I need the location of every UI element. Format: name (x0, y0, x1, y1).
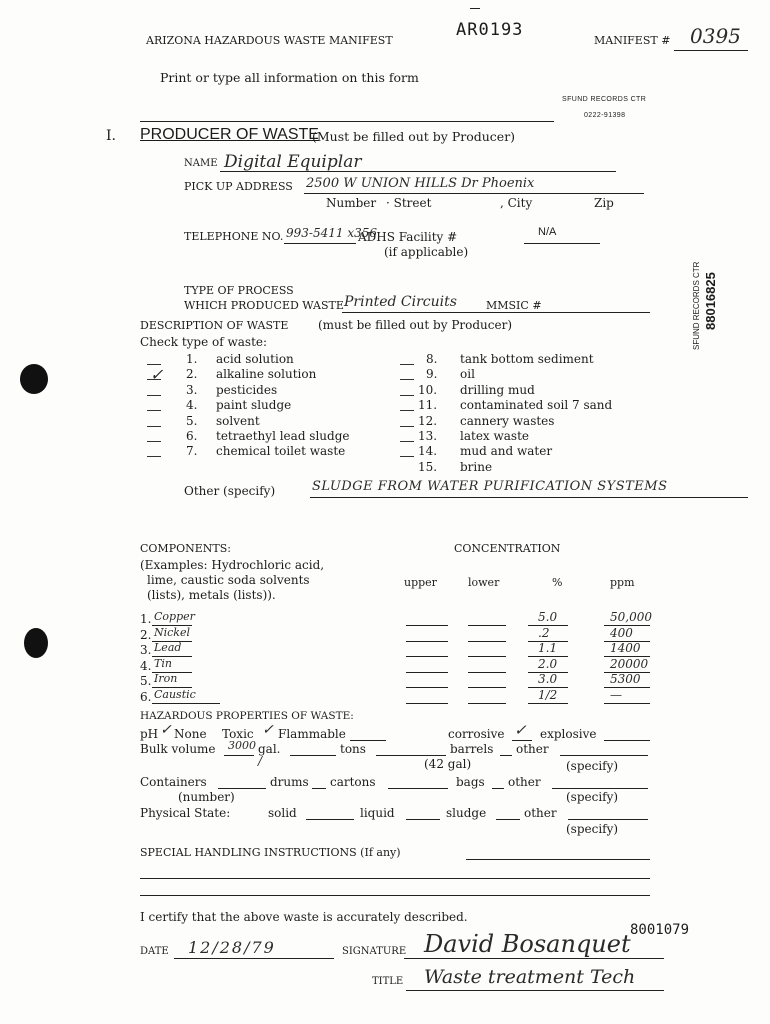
adhs-line (524, 243, 600, 244)
waste-type-label: mud and water (460, 444, 553, 459)
component-name: Caustic (154, 688, 196, 701)
tons-label: tons (340, 742, 366, 756)
description-note: (must be filled out by Producer) (318, 318, 513, 332)
waste-checkbox-line[interactable] (400, 426, 414, 427)
drums-line (312, 788, 326, 789)
process-value: Printed Circuits (344, 294, 457, 310)
side-stamp-line-1: SFUND RECORDS CTR (692, 261, 701, 350)
telephone-value: 993-5411 x356 (286, 226, 377, 240)
special-handling-label: SPECIAL HANDLING INSTRUCTIONS (If any) (140, 846, 401, 859)
date-label: DATE (140, 946, 169, 957)
addr-street-caption: · Street (386, 196, 432, 210)
bulk-volume-tick: / (258, 754, 263, 768)
waste-checkbox-line[interactable] (400, 456, 414, 457)
waste-checkbox-line[interactable] (147, 456, 161, 457)
waste-type-number: 6. (186, 429, 198, 443)
waste-type-number: 13. (418, 429, 438, 443)
component-name: Copper (154, 610, 195, 623)
waste-checkbox-line[interactable] (400, 379, 414, 380)
physical-other-line (568, 819, 648, 820)
concentration-label: CONCENTRATION (454, 542, 561, 555)
section-subtitle: (Must be filled out by Producer) (312, 129, 516, 144)
lower-line (468, 641, 506, 642)
punch-hole-top (20, 364, 48, 394)
gal-line (290, 755, 336, 756)
barrels-note: (42 gal) (424, 757, 472, 771)
explosive-label: explosive (540, 727, 597, 741)
waste-type-number: 10. (418, 382, 438, 397)
waste-type-label: drilling mud (460, 382, 535, 397)
adhs-value: N/A (538, 226, 557, 238)
component-number: 5. (140, 674, 152, 689)
waste-checkbox-line[interactable] (147, 395, 161, 396)
signature-line (404, 958, 664, 959)
check-type-label: Check type of waste: (140, 335, 268, 349)
telephone-line (284, 243, 356, 244)
lower-line (468, 687, 506, 688)
component-percent: .2 (538, 625, 550, 640)
component-name: Nickel (154, 625, 190, 639)
gal-label: gal. (258, 742, 281, 756)
waste-type-number: 3. (186, 382, 198, 397)
special-handling-line-3 (140, 895, 650, 896)
addr-number-caption: Number (326, 196, 377, 210)
corrosive-line (512, 740, 532, 741)
waste-type-label: chemical toilet waste (216, 444, 346, 459)
document-number: AR0193 (456, 20, 524, 40)
component-ppm: 5300 (610, 672, 641, 687)
col-lower: lower (468, 576, 500, 589)
stamp-line-2: 0222-91398 (584, 112, 626, 119)
waste-checkbox-line[interactable] (147, 426, 161, 427)
telephone-label: TELEPHONE NO. (184, 230, 284, 243)
signature-value[interactable]: David Bosanquet (424, 930, 631, 958)
name-value: Digital Equiplar (224, 152, 362, 172)
date-value: 12/28/79 (188, 938, 276, 957)
lower-line (468, 656, 506, 657)
components-examples-1: (Examples: Hydrochloric acid, (140, 558, 325, 572)
waste-type-number: 4. (186, 398, 198, 413)
component-name: Tin (154, 656, 172, 670)
component-name: Iron (154, 672, 178, 686)
number-note: (number) (178, 790, 235, 804)
waste-type-number: 12. (418, 413, 438, 428)
adhs-label: ADHS Facility # (358, 230, 458, 244)
col-upper: upper (404, 576, 437, 589)
other-specify-value: SLUDGE FROM WATER PURIFICATION SYSTEMS (312, 479, 668, 494)
other-specify-label: Other (specify) (184, 484, 276, 498)
waste-type-label: pesticides (216, 382, 278, 397)
waste-type-number: 14. (418, 444, 438, 459)
waste-type-label: tetraethyl lead sludge (216, 429, 350, 443)
tons-line (376, 755, 446, 756)
component-ppm: 400 (610, 625, 633, 640)
waste-type-label: alkaline solution (216, 367, 317, 382)
bags-label: bags (456, 775, 485, 789)
liquid-label: liquid (360, 806, 395, 820)
waste-type-label: cannery wastes (460, 413, 555, 428)
corrosive-label: corrosive (448, 727, 505, 741)
addr-city-caption: , City (500, 196, 533, 210)
special-handling-line-2 (140, 878, 650, 879)
section-number: I. (106, 128, 116, 144)
bulk-volume-label: Bulk volume (140, 742, 216, 756)
physical-specify-label: (specify) (566, 822, 619, 836)
lower-line (468, 672, 506, 673)
component-percent: 2.0 (538, 656, 558, 671)
component-percent: 5.0 (538, 610, 558, 624)
process-line (342, 312, 650, 313)
component-ppm: — (610, 688, 622, 702)
physical-other-label: other (524, 806, 557, 820)
waste-type-label: brine (460, 459, 493, 474)
waste-checkbox-line[interactable] (147, 441, 161, 442)
stamp-line-1: SFUND RECORDS CTR (562, 96, 647, 103)
component-number: 1. (140, 612, 152, 626)
component-ppm: 50,000 (610, 610, 652, 624)
ph-label: pH (140, 727, 159, 741)
barrels-line (500, 755, 512, 756)
waste-type-number: 7. (186, 444, 198, 459)
title-value: Waste treatment Tech (424, 966, 636, 988)
upper-line (406, 656, 448, 657)
waste-checkbox-line[interactable] (400, 441, 414, 442)
other-specify-line (310, 497, 748, 498)
component-number: 4. (140, 658, 152, 673)
col-percent: % (552, 576, 563, 589)
bulk-specify-label: (specify) (566, 759, 619, 773)
component-number: 2. (140, 627, 152, 642)
sludge-label: sludge (446, 806, 487, 820)
ppm-line (604, 703, 650, 704)
component-ppm: 20000 (610, 656, 649, 671)
date-line (174, 958, 334, 959)
description-label: DESCRIPTION OF WASTE (140, 319, 289, 332)
waste-type-number: 15. (418, 459, 438, 474)
drums-label: drums (270, 775, 309, 789)
none-label: None (174, 727, 207, 741)
waste-type-label: tank bottom sediment (460, 352, 594, 366)
flammable-label: Flammable (278, 727, 346, 741)
mmsic-label: MMSIC # (486, 299, 542, 312)
components-label: COMPONENTS: (140, 542, 231, 555)
title-line (406, 990, 664, 991)
waste-type-label: solvent (216, 413, 260, 428)
addr-zip-caption: Zip (594, 196, 614, 210)
barrels-label: barrels (450, 742, 494, 756)
bulk-other-label: other (516, 742, 549, 756)
waste-type-label: paint sludge (216, 398, 292, 413)
pickup-address-label: PICK UP ADDRESS (184, 180, 293, 193)
solid-line (306, 819, 354, 820)
components-examples-3: (lists), metals (lists)). (147, 588, 276, 602)
name-line (220, 171, 616, 172)
special-handling-line-1 (466, 859, 650, 860)
cartons-label: cartons (330, 775, 376, 789)
waste-checkbox-line[interactable] (147, 410, 161, 411)
name-label: NAME (184, 158, 218, 169)
ph-check: ✓ (160, 722, 172, 738)
pickup-address-value: 2500 W UNION HILLS Dr Phoenix (306, 176, 535, 191)
waste-type-number: 2. (186, 367, 198, 382)
doc-number-overline (470, 8, 480, 9)
type-of-process-label: TYPE OF PROCESS (184, 284, 294, 297)
header-rule (140, 121, 554, 122)
containers-label: Containers (140, 775, 207, 789)
waste-type-number: 5. (186, 413, 198, 428)
waste-type-number: 9. (426, 367, 438, 382)
adhs-note: (if applicable) (384, 245, 469, 259)
solid-label: solid (268, 806, 297, 820)
liquid-line (406, 819, 440, 820)
component-percent: 1.1 (538, 641, 558, 656)
components-examples-2: lime, caustic soda solvents (147, 573, 310, 587)
containers-specify-label: (specify) (566, 790, 619, 804)
bulk-volume-value: 3000 (228, 739, 256, 752)
explosive-line (604, 740, 650, 741)
flammable-line (350, 740, 386, 741)
form-instruction: Print or type all information on this form (160, 70, 419, 85)
bulk-other-line (560, 755, 648, 756)
component-name: Lead (154, 641, 182, 655)
waste-type-label: latex waste (460, 429, 530, 443)
upper-line (406, 687, 448, 688)
title-label: TITLE (372, 976, 404, 987)
waste-checkbox-line[interactable] (400, 395, 414, 396)
physical-state-label: Physical State: (140, 806, 231, 820)
component-name-line (152, 703, 220, 704)
which-produced-label: WHICH PRODUCED WASTE (184, 299, 344, 312)
form-title: ARIZONA HAZARDOUS WASTE MANIFEST (146, 34, 393, 47)
containers-other-line (552, 788, 648, 789)
waste-type-number: 1. (186, 352, 198, 366)
waste-type-label: oil (460, 367, 475, 382)
cartons-line (388, 788, 448, 789)
waste-checkbox-line[interactable] (400, 364, 414, 365)
toxic-label: Toxic (222, 727, 254, 741)
toxic-check: ✓ (262, 722, 274, 738)
col-ppm: ppm (610, 576, 635, 589)
component-ppm: 1400 (610, 641, 641, 656)
containers-other-label: other (508, 775, 541, 789)
bags-line (492, 788, 504, 789)
manifest-label: MANIFEST # (594, 34, 671, 47)
lower-line (468, 703, 506, 704)
manifest-number: 0395 (690, 24, 741, 48)
pickup-address-line (304, 193, 644, 194)
signature-label: SIGNATURE (342, 946, 407, 957)
waste-type-label: contaminated soil 7 sand (460, 398, 613, 413)
upper-line (406, 641, 448, 642)
upper-line (406, 625, 448, 626)
percent-line (528, 703, 568, 704)
punch-hole-bottom (24, 628, 48, 658)
upper-line (406, 703, 448, 704)
upper-line (406, 672, 448, 673)
section-title: PRODUCER OF WASTE (140, 126, 319, 143)
corrosive-check: ✓ (514, 721, 527, 739)
waste-type-number: 11. (418, 398, 438, 413)
reference-number: 8001079 (630, 922, 690, 938)
component-number: 3. (140, 643, 152, 658)
component-percent: 3.0 (538, 672, 558, 687)
waste-type-label: acid solution (216, 352, 294, 366)
bulk-volume-line (224, 755, 254, 756)
component-number: 6. (140, 690, 152, 704)
sludge-line (496, 819, 520, 820)
hazardous-properties-label: HAZARDOUS PROPERTIES OF WASTE: (140, 710, 354, 722)
component-percent: 1/2 (538, 688, 558, 702)
lower-line (468, 625, 506, 626)
side-stamp-line-2: 88016825 (703, 272, 718, 330)
manifest-number-line (674, 50, 748, 51)
containers-line (218, 788, 266, 789)
waste-checkbox-line[interactable] (400, 410, 414, 411)
certify-statement: I certify that the above waste is accurately described. (140, 910, 468, 924)
waste-type-number: 8. (426, 352, 438, 366)
waste-check-mark: ✓ (150, 365, 164, 385)
